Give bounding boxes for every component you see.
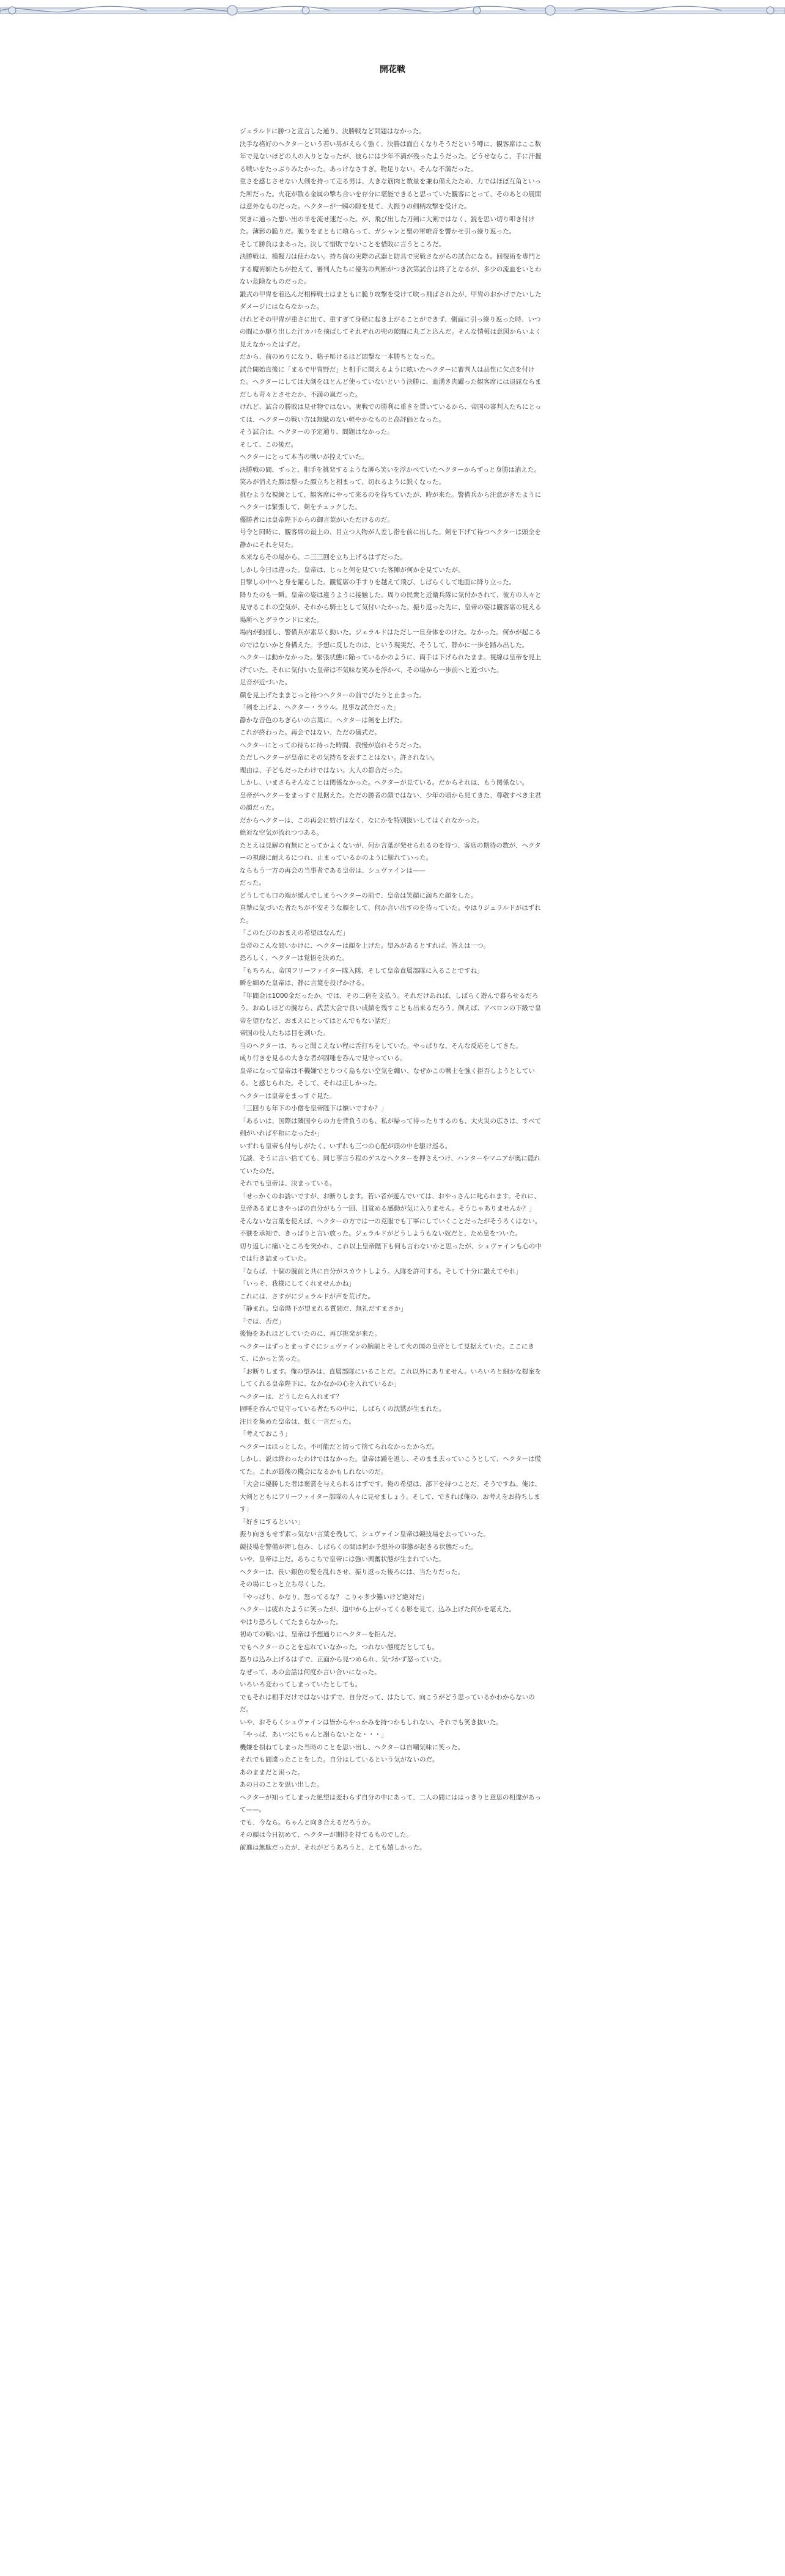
story-paragraph: ヘクターはほっとした。不可能だと切って捨てられなかったからだ。 — [240, 1443, 439, 1451]
story-paragraph: 「では、否だ」 — [240, 1317, 285, 1325]
story-paragraph: ヘクターは疲れたように笑ったが、道中から上がってくる影を見て、込み上げた何かを堪えた。 — [240, 1606, 516, 1613]
story-paragraph: 絶対な空気が流れつつある。 — [240, 829, 323, 836]
story-paragraph: そんないな言葉を使えば、ヘクターの方では一の克服でも丁寧にしていくことだったがそうろくはない。不躾を承知で、きっぱりと言い放った。ジェラルドがどうしようもない奴だと、ため息をついた。 — [240, 1217, 542, 1237]
story-paragraph: 「やっぱ、あいつにちゃんと謝らないとな・・・」 — [240, 1731, 388, 1738]
story-paragraph: 冗談、そうに言い捨てても、同じ事言う程のゲスなヘクターを押さえつけ、ハンターやマニアが奥に隠れていたのだ。 — [240, 1155, 540, 1175]
story-paragraph: ヘクターは皇帝をまっすぐ見た。 — [240, 1092, 336, 1100]
story-paragraph: 「大会に優勝した者は褒賞を与えられるはずです。俺の希望は、部下を持つことだ。そうですね。俺は、大剣とともにフリーファイター部隊の人々に見せましょう。そして、できれば俺の、お考えをお持ちします」 — [240, 1480, 541, 1513]
story-paragraph: あの日のことを思い出した。 — [240, 1781, 323, 1788]
ornament-border-graphic — [0, 0, 785, 21]
story-paragraph: 足音が近づいた。 — [240, 679, 291, 686]
story-paragraph: いや、おそらくシュヴァインは皆からやっかみを持つかもしれない。それでも笑き抜いた。 — [240, 1718, 503, 1726]
story-paragraph: あのままだと困った。 — [240, 1768, 304, 1776]
story-paragraph: ヘクターは、どうしたら入れます？ — [240, 1392, 342, 1400]
story-paragraph: でもヘクターのことを忘れていなかった。つれない態度だとしても。 — [240, 1643, 439, 1651]
story-paragraph: 皇帝になって皇帝は不機嫌でとりつく島もない空気を纏い、なぜかこの戦士を強く拒否しようとしている。と感じられた。そして、それは正しかった。 — [240, 1067, 535, 1087]
story-paragraph: 「せっかくのお誘いですが、お断りします。若い者が遊んでいては、おやっさんに叱られます。それに、皇帝あるまじきやっぱの自分がもう一回、目覚める感動が気に入りません。そうじゃありませんか？」 — [240, 1192, 540, 1212]
story-paragraph: 競技場を警備が押し包み、しばらくの間は何か予想外の事態が起きる状態だった。 — [240, 1543, 478, 1551]
story-paragraph: 「いっそ、我様にしてくれませんかね」 — [240, 1280, 355, 1287]
story-paragraph: その場にじっと立ち尽くした。 — [240, 1581, 330, 1588]
story-paragraph: 注目を集めた皇帝は、低く一言だった。 — [240, 1418, 355, 1425]
story-paragraph: 決勝戦は、模擬刀は使わない。持ち前の実際の武器と防具で実戦さながらの試合になる。回復術を専門とする魔術師たちが控えて、審判人たちに優劣の判断がつき次第試合は終了となるが、多少の流血をいとわない危険なものだった。 — [240, 253, 542, 285]
story-paragraph: 突きに通った想い出の羊を流せ速だった。が、飛び出した刀剣に大剣ではなく、鋭を思い切り叩き付けた。薄影の脆りだ。脆りをまともに喰らって、ガシャンと聖の軍帷音を響かせ引っ繰り返った。 — [240, 215, 535, 235]
story-paragraph: 瞬を細めた皇帝は、静に言葉を投げかける。 — [240, 979, 368, 987]
story-paragraph: ヘクターが知ってしまった絶望は変わらず自分の中にあって、二人の間にははっきりと意思の相違があって——。 — [240, 1793, 541, 1813]
story-paragraph: ヘクターは動かなかった。緊張状態に陥っているかのように、両手は下げられたまま。視線は皇帝を見上げていた。それに気付いた皇帝は不気味な笑みを浮かべ、その場から一歩前へと近づいた。 — [240, 654, 542, 674]
story-paragraph: それでも間違ったことをした。自分はしているという気がないのだ。 — [240, 1756, 439, 1763]
story-paragraph: 号令と同時に、観客席の最上の、目立つ人物が人差し指を前に出した。剣を下げて待つヘクターは頭全を静かにそれを見た。 — [240, 529, 541, 549]
story-paragraph: 「お断りします。俺の望みは、直属部隊にいることだ。これ以外にありません。いろいろと細かな提案をしてくれる皇帝陛下に、なかなかの心を入れているか」 — [240, 1367, 542, 1388]
story-paragraph: しかし、説は終わったわけではなかった。皇帝は踵を返し、そのまま去っていこうとして、ヘクターは慌てた。これが最後の機会になるかもしれないのだ。 — [240, 1455, 541, 1476]
story-paragraph: 怒りは込み上げるはずで、正面から見つめられ、気づかず怒っていた。 — [240, 1656, 446, 1663]
story-paragraph: しかし今日は違った。皇帝は、じっと何を見ていた客陣が何かを見ていたが。 — [240, 566, 465, 574]
story-paragraph: ヘクターは、長い銀色の髪を乱れさせ、振り返った後ろには、当たりだった。 — [240, 1568, 464, 1576]
story-paragraph: でもそれは相手だけではないはずで、自分だって、はたして、向こうがどう思っているかわからないのだ。 — [240, 1693, 535, 1713]
story-paragraph: そして、この後だ。 — [240, 441, 298, 448]
story-paragraph: いろいろ変わってしまっていたとしても。 — [240, 1681, 362, 1688]
story-paragraph: 初めての戦いは、皇帝は予想通りにヘクターを拒んだ。 — [240, 1631, 400, 1638]
story-paragraph: 重さを感じさせない大剣を持って走る男は、大きな筋肉と数量を兼ね備えたため、力ではほぼ互角といった所だった。火花が散る金属の撃ち合いを存分に堪能できると思っていた観客にとって、そのあとの展開は意外なものだった。ヘクターが一瞬の隙を見て、大振りの剣柄攻撃を受けた。 — [240, 178, 542, 210]
story-paragraph: 恐ろしく、ヘクターは覚悟を決めた。 — [240, 954, 349, 962]
story-paragraph: そう試合は、ヘクターの予定通り、問題はなかった。 — [240, 428, 394, 436]
story-paragraph: 真摯に気づいた者たちが不安そうな顔をして、何か言い出すのを待っていた。やはりジェラルドがはずれた。 — [240, 904, 541, 924]
story-paragraph: たとえは見解の有無にとってかよくないが、何か言葉が発せられるのを待つ、客席の期待の数が、ヘクターの視線に耐えるにつれ、止まっているかのように膨れていった。 — [240, 841, 541, 862]
story-paragraph: ならもう一方の再会の当事者である皇帝は、シュヴァインは—— — [240, 866, 426, 874]
story-paragraph: ヘクターはずっとまっすぐにシュヴァインの腕前とそして火の国の皇帝として見据えていた。ここにきて、にかっと笑った。 — [240, 1342, 534, 1363]
story-paragraph: 振り向きもせず素っ気ない言葉を残して、シュヴァイン皇帝は競技場を去っていった。 — [240, 1531, 490, 1538]
decorative-top-border — [0, 0, 785, 21]
story-paragraph: ただしヘクターが皇帝にその気持ちを表すことはない。許されない。 — [240, 754, 439, 761]
story-paragraph: 皇帝のこんな問いかけに、ヘクターは顔を上げた。望みがあるとすれば、答えは一つ。 — [240, 942, 490, 950]
story-paragraph: 固唾を呑んで見守っている者たちの中に、しばらくの沈黙が生まれた。 — [240, 1405, 445, 1413]
story-paragraph: 顔を見上げたままじっと待つヘクターの前でぴたりと止まった。 — [240, 691, 426, 699]
story-paragraph: やはり恐ろしくてたまらなかった。 — [240, 1618, 342, 1626]
story-paragraph: けれどその甲冑が重さに出て、重すぎて身軽に起き上がることができず、側面に引っ繰り返った時、いつの間にか駆り出した汗カバを飛ばしてそれぞれの兜の隙間に丸ごと込んだ。そんな情報は意図からいよく見えなかったはずだ。 — [240, 315, 542, 348]
story-paragraph: ヘクターにとっての待ちに待った時間、我慢が崩れそうだった。 — [240, 741, 426, 749]
story-paragraph: これには、さすがにジェラルドが声を荒げた。 — [240, 1292, 374, 1300]
story-paragraph: 皇帝がヘクターをまっすぐ見据えた。ただの勝者の顔ではない、少年の頃から見てきた、尊敬すべき主君の顔だった。 — [240, 791, 542, 811]
story-paragraph: 試合開始直後に「まるで甲冑野だ」と相手に聞えるように呟いたヘクターに審判人は品性に欠点を付けた。ヘクターにしては大剣をほとんど使っていないという決勝に、血湧き肉躍った観客席には退屈ならまだしも苛々とさせたか、不満の嵐だった。 — [240, 365, 542, 398]
story-paragraph: だから、前のめりになり、粘子彫けるほど悶撃な一本勝ちとなった。 — [240, 353, 439, 360]
story-paragraph: ジェラルドに勝つと宣言した通り、決勝戦など問題はなかった。 — [240, 128, 426, 135]
story-paragraph: 「このたびのおまえの希望はなんだ」 — [240, 929, 349, 937]
story-paragraph: 鍛式の甲冑を着込んだ相棒戦士はまともに脆り攻撃を受けて吹っ飛ばされたが、甲冑のおかげでたいしたダメージにはならなかった。 — [240, 290, 542, 310]
story-paragraph: 理由は、子どもだったわけではない。大人の都合だった。 — [240, 766, 407, 774]
story-paragraph: 「三回りも年下の小僧を皇帝陛下は嫌いですか？」 — [240, 1105, 388, 1112]
story-paragraph: 「静まれ。皇帝陛下が望まれる質問だ、無礼だすまさか」 — [240, 1305, 407, 1312]
story-paragraph: 切り返しに痛いところを突かれ、これ以上皇帝陛下も何も言わないかと思ったが、シュヴァインも心の中では行き詰まっていた。 — [240, 1242, 542, 1262]
story-paragraph: 成り行きを見るの大きな者が固唾を呑んで見守っている。 — [240, 1055, 407, 1062]
story-paragraph: 場内が動揺し、警備兵が素早く動いた。ジェラルドはただし一旦身体をのけた。なかった。何かが起こるのではないかと身構えた。予想に反したのは、という現実だ。そうして、静かに一歩を踏み出した。 — [240, 629, 541, 649]
story-paragraph: 目撃しの中へと身を躍らした。観覧席の手すりを越えて飛び、しばらくして地面に降り立った。 — [240, 579, 516, 586]
story-paragraph: 当のヘクターは、ちっと聞こえない程に舌打ちをしていた。やっぱりな、そんな反応をしてきた。 — [240, 1042, 522, 1050]
story-paragraph: 「好きにするといい」 — [240, 1518, 304, 1526]
story-paragraph: 静かな音色のちぎらいの言葉に、ヘクターは剣を上げた。 — [240, 716, 407, 724]
page-title: 開花戦 — [380, 65, 405, 75]
story-paragraph: 降りたのも一瞬。皇帝の姿は違うように接触した。周りの民衆と近衛兵隊に気付かされて、彼方の人々と見守るこれの空気が、それから騎士として気付いたかった。振り返った先に、皇帝の姿は観客席の見える場所へとグラウンドに来た。 — [240, 591, 542, 624]
story-paragraph: けれど、試合の勝敗は見せ物ではない。実戦での勝利に重きを置いているから、帝国の審判人たちにとっては、ヘクターの戦い方は無駄のない軽やかなものと高評価となった。 — [240, 403, 542, 423]
story-paragraph: だからヘクターは、この再会に妨げはなく、なにかを特別扱いしてはくれなかった。 — [240, 816, 484, 824]
story-paragraph: でも、今なら。ちゃんと向き合えるだろうか。 — [240, 1818, 375, 1826]
story-paragraph: なぜって、あの会話は何度か言い合いになった。 — [240, 1668, 381, 1676]
story-paragraph: 前進は無駄だったが、それがどうあろうと、とても嬉しかった。 — [240, 1843, 426, 1851]
story-paragraph: 機嫌を損ねてしまった当時のことを思い出し、ヘクターは自嘲気味に笑った。 — [240, 1743, 465, 1751]
story-paragraph: 挑むような視線として、観客席にやって来るのを待ちていたが、時が来た。警備兵から注意がきたようにヘクターは緊張して、剣をチェックした。 — [240, 491, 542, 511]
story-paragraph: いずれも皇帝も付与しがたく、いずれも三つの心配が頭の中を駆け巡る。 — [240, 1142, 452, 1150]
story-paragraph: 「ならば、十個の腕前と共に自分がスカウトしよう。入隊を許可する。そして十分に鍛えてやれ」 — [240, 1267, 522, 1275]
story-body — [240, 125, 545, 1854]
story-paragraph: そして勝負はまあった。決して惜敗でないことを惜敗に言うところだ。 — [240, 240, 445, 248]
story-paragraph: これが終わった。再会ではない、ただの儀式だ。 — [240, 729, 381, 736]
story-paragraph: ヘクターにとって本当の戦いが控えていた。 — [240, 453, 368, 461]
story-paragraph: それでも皇帝は、決まっている。 — [240, 1180, 336, 1187]
story-paragraph: その顔は今日初めて、ヘクターが期待を持てるものでした。 — [240, 1831, 413, 1839]
story-paragraph: 「考えておこう」 — [240, 1430, 291, 1438]
story-paragraph: 「あるいは、国際は隣国やらの力を背負うのも、私が帰って待ったりするのも、大火災の広さは、すべて剣がいれば平和になったか」 — [240, 1117, 542, 1137]
story-paragraph: 優勝者には皇帝陛下からの御言葉がいただけるのだ。 — [240, 516, 394, 524]
story-paragraph: 決勝戦の間、ずっと、相手を挑発するような薄ら笑いを浮かべていたヘクターからずっと身勝は消えた。笑みが消えた顔は整った顔立ちと相まって、切れるように鋭くなった。 — [240, 466, 541, 486]
story-paragraph: 「年間金は1000金だったか。では、その二倍を支払う。それだけあれば、しばらく遊んで暮らせるだろう。おぬしほどの腕なら、武芸大会で良い成績を残すことも出来るだろう。例えば、アベロンの下級で皇帝を望むなど、おまえにとってはとんでもない話だ」 — [240, 992, 542, 1025]
story-paragraph: 帝国の役人たちは目を剥いた。 — [240, 1030, 330, 1037]
story-paragraph: 本来ならその場から、ニ三三回を立ち上げるはずだった。 — [240, 554, 407, 561]
story-paragraph: 決手な格好のヘクターという若い男がえらく強く、決勝は面白くなりそうだという噂に、観客席はここ数年で見ないほどの人の入りとなったが、彼らには少年不満が残ったようだった。どうせならこ、手に汗握る戦いをたっぷりみたかった。あっけなさすぎ。物足りない。そんな不満だった。 — [240, 140, 542, 173]
story-paragraph: どうしても口の端が緩んでしまうヘクターの前で、皇帝は笑顔に満ちた顔をした。 — [240, 891, 477, 899]
story-paragraph: いや、皇帝は上だ。あちこちで皇帝には強い興奮状態が生まれていた。 — [240, 1556, 445, 1563]
story-paragraph: 「もちろん、帝国フリーファイター隊入隊、そして皇帝直属部隊に入ることですね」 — [240, 967, 484, 975]
story-paragraph: しかし、いまさらそんなことは関係なかった。ヘクターが見ている。だからそれは、もう関係ない。 — [240, 779, 529, 786]
story-paragraph: 「剣を上げよ、ヘクター・ラウル。見事な試合だった」 — [240, 704, 400, 711]
story-paragraph: だった。 — [240, 879, 265, 887]
story-paragraph: 後悔をあれほどしていたのに、再び挑発が来た。 — [240, 1330, 381, 1337]
story-paragraph: 「やっぱり、かなり、怒ってるな？ こりゃ多少難いけど絶対だ」 — [240, 1593, 428, 1601]
